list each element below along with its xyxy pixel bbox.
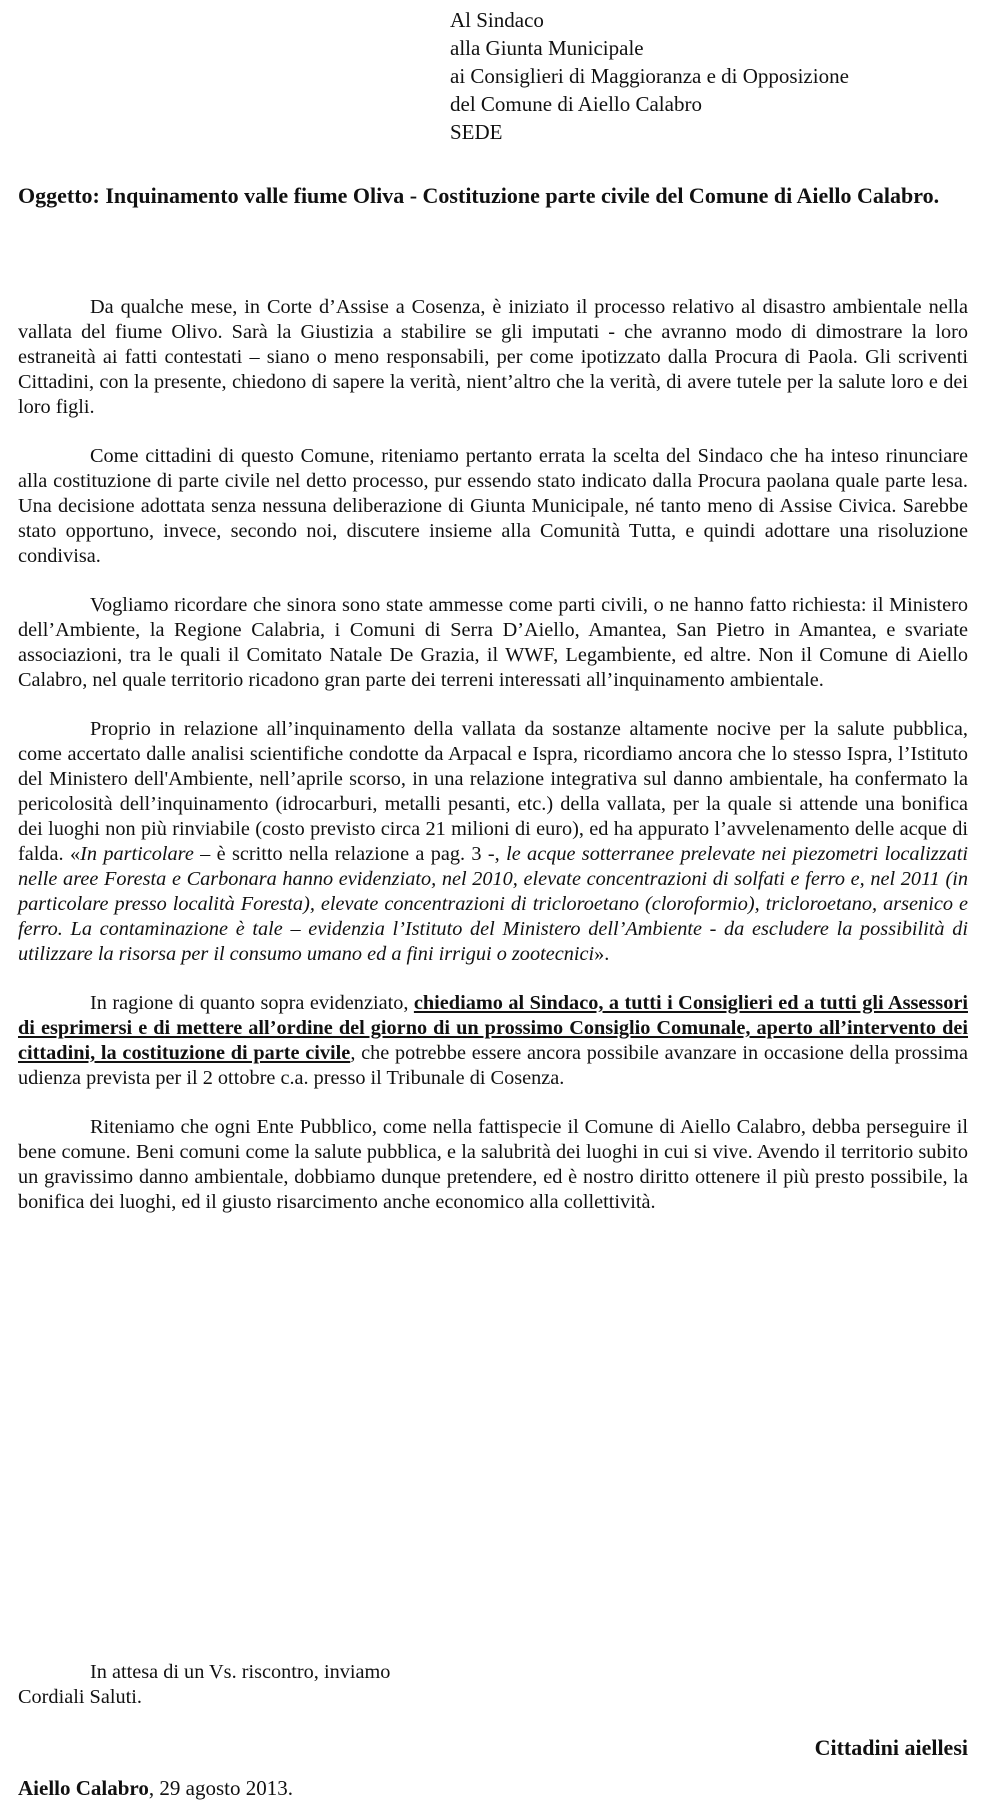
addressee-block (450, 6, 849, 146)
place-date (18, 1776, 293, 1801)
paragraph-trial: Da qualche mese, in Corte d’Assise a Cosenza, è iniziato il processo relativo al disastro ambientale nella vallata del fiume Olivo. Sarà la Giustizia a stabilire se gli imputati - che avranno modo di dimostrare la loro estraneità ai fatti contestati – siano o meno responsabili, per come ipotizzato dalla Procura di Paola. Gli scriventi Cittadini, con la presente, chiedono di sapere la verità, nient’altro che la verità, di avere tutele per la salute loro e dei loro figli. (18, 296, 968, 418)
quote-text: le acque sotterranee prelevate nei piezometri localizzati nelle aree Foresta e Carbonara hanno evidenziato, nel 2010, elevate concentrazioni di solfati e ferro e, nel 2011 (in particolare presso località Foresta), elevate concentrazioni di tricloroetano (cloroformio), tricloroetano, arsenico e ferro. La contaminazione è tale – evidenzia l’Istituto del Ministero dell’Ambiente - da escludere la possibilità di utilizzare la risorsa per il consumo umano ed a fini irrigui o zootecnici (18, 843, 969, 965)
quote-close: ». (594, 943, 610, 965)
closing-greeting: Cordiali Saluti. (18, 1686, 142, 1708)
paragraph-pollution (18, 717, 968, 967)
pollution-text: Proprio in relazione all’inquinamento della vallata da sostanze altamente nocive per la salute pubblica, come accertato dalle analisi scientifiche condotte da Arpacal e Ispra, ricordiamo ancora che lo stesso Ispra, l’Istituto del Ministero dell'Ambiente, nell’aprile scorso, in una relazione integrativa sul danno ambientale, ha confermato la pericolosità dell’inquinamento (idrocarburi, metalli pesanti, etc.) della vallata, per la quale si attende una bonifica dei luoghi non più rinviabile (costo previsto circa 21 milioni di euro), ed ha appurato l’avvelenamento delle acque di falda. « (18, 718, 968, 865)
letter-body (18, 295, 968, 1239)
request-rest: , che potrebbe essere ancora possibile avanzare in occasione della prossima udienza prevista per il 2 ottobre c.a. presso il Tribunale di Cosenza. (18, 1042, 968, 1089)
paragraph-civil-parties: Vogliamo ricordare che sinora sono state ammesse come parti civili, o ne hanno fatto richiesta: il Ministero dell’Ambiente, la Regione Calabria, i Comuni di Serra D’Aiello, Amantea, San Pietro in Amantea, e svariate associazioni, tra le quali il Comitato Natale De Grazia, il WWF, Legambiente, ed altre. Non il Comune di Aiello Calabro, nel quale territorio ricadono gran parte dei terreni interessati all’inquinamento ambientale. (18, 594, 968, 691)
subject-line: Oggetto: Inquinamento valle fiume Oliva - Costituzione parte civile del Comune di Aiello Calabro. (18, 183, 940, 208)
addressee-line: ai Consiglieri di Maggioranza e di Opposizione (450, 64, 849, 88)
paragraph-mayor-choice: Come cittadini di questo Comune, riteniamo pertanto errata la scelta del Sindaco che ha inteso rinunciare alla costituzione di parte civile nel detto processo, pur essendo stato indicato dalla Procura paolana quale parte lesa. Una decisione adottata senza nessuna deliberazione di Giunta Municipale, né tanto meno di Assise Civica. Sarebbe stato opportuno, invece, secondo noi, discutere insieme alla Comunità Tutta, e quindi adottare una risoluzione condivisa. (18, 445, 968, 567)
closing-block (18, 1660, 968, 1710)
paragraph-request (18, 991, 968, 1091)
addressee-line: del Comune di Aiello Calabro (450, 92, 702, 116)
paragraph-common-good: Riteniamo che ogni Ente Pubblico, come nella fattispecie il Comune di Aiello Calabro, debba perseguire il bene comune. Beni comuni come la salute pubblica, e la salubrità dei luoghi in cui si vive. Avendo il territorio subito un gravissimo danno ambientale, dobbiamo dunque pretendere, ed è nostro diritto ottenere il più presto possibile, la bonifica dei luoghi, ed il giusto risarcimento anche economico alla collettività. (18, 1116, 968, 1213)
date: , 29 agosto 2013. (148, 1776, 293, 1800)
quote-intro: In particolare – (80, 843, 211, 865)
closing-line: In attesa di un Vs. riscontro, inviamo (90, 1661, 391, 1683)
addressee-line: SEDE (450, 120, 503, 144)
request-highlight: chiediamo al Sindaco, a tutti i Consiglieri ed a tutti gli Assessori di esprimersi e di mettere all’ordine del giorno di un prossimo Consiglio Comunale, aperto all’intervento dei cittadini, la costituzione di parte civile (18, 992, 968, 1064)
addressee-line: Al Sindaco (450, 8, 544, 32)
signature: Cittadini aiellesi (814, 1735, 968, 1760)
place: Aiello Calabro (18, 1776, 149, 1800)
quote-source: è scritto nella relazione a pag. 3 -, (210, 843, 507, 865)
request-intro: In ragione di quanto sopra evidenziato, (90, 992, 414, 1014)
addressee-line: alla Giunta Municipale (450, 36, 644, 60)
